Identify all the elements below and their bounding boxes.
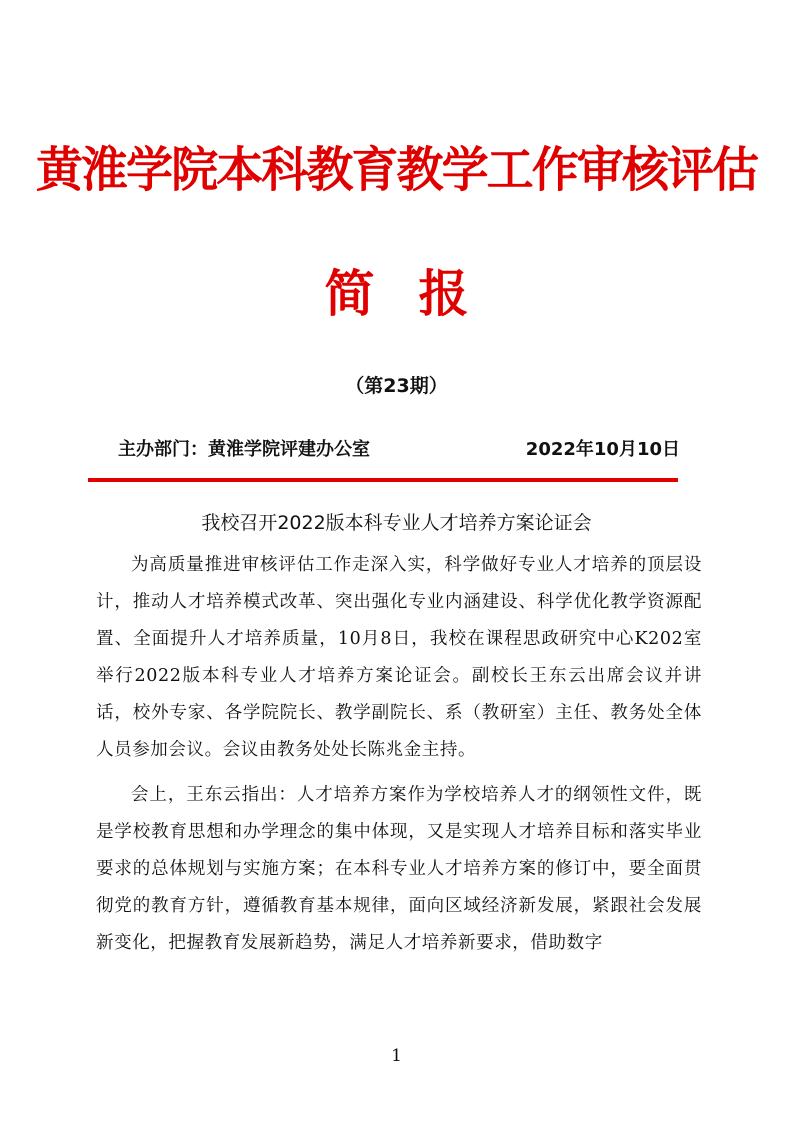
publish-date: 2022年10月10日 [525, 439, 680, 460]
article-body [96, 547, 702, 970]
red-divider-line [88, 478, 678, 482]
masthead-subtitle: 简报 [324, 265, 513, 323]
bulletin-meta [118, 436, 680, 464]
issue-number: （第23期） [345, 375, 448, 397]
article-title: 我校召开2022版本科专业人才培养方案论证会 [201, 512, 592, 534]
page-number: 1 [391, 1046, 402, 1066]
article-paragraph: 会上，王东云指出：人才培养方案作为学校培养人才的纲领性文件，既是学校教育思想和办学理念的集中体现，又是实现人才培养目标和落实毕业要求的总体规划与实施方案；在本科专业人才培养方案的修订中，要全面贯彻党的教育方针，遵循教育基本规律，面向区域经济新发展，紧跟社会发展新变化，把握教育发展新趋势，满足人才培养新要求，借助数字 [96, 785, 702, 953]
article-paragraph: 为高质量推进审核评估工作走深入实，科学做好专业人才培养的顶层设计，推动人才培养模式改革、突出强化专业内涵建设、科学优化教学资源配置、全面提升人才培养质量，10月8日，我校在课程思政研究中心K202室举行2022版本科专业人才培养方案论证会。副校长王东云出席会议并讲话，校外专家、各学院院长、教学副院长、系（教研室）主任、教务处全体人员参加会议。会议由教务处处长陈兆金主持。 [96, 555, 702, 760]
masthead-title: 黄淮学院本科教育教学工作审核评估 [35, 142, 758, 198]
organizer-label: 主办部门：黄淮学院评建办公室 [118, 439, 370, 460]
